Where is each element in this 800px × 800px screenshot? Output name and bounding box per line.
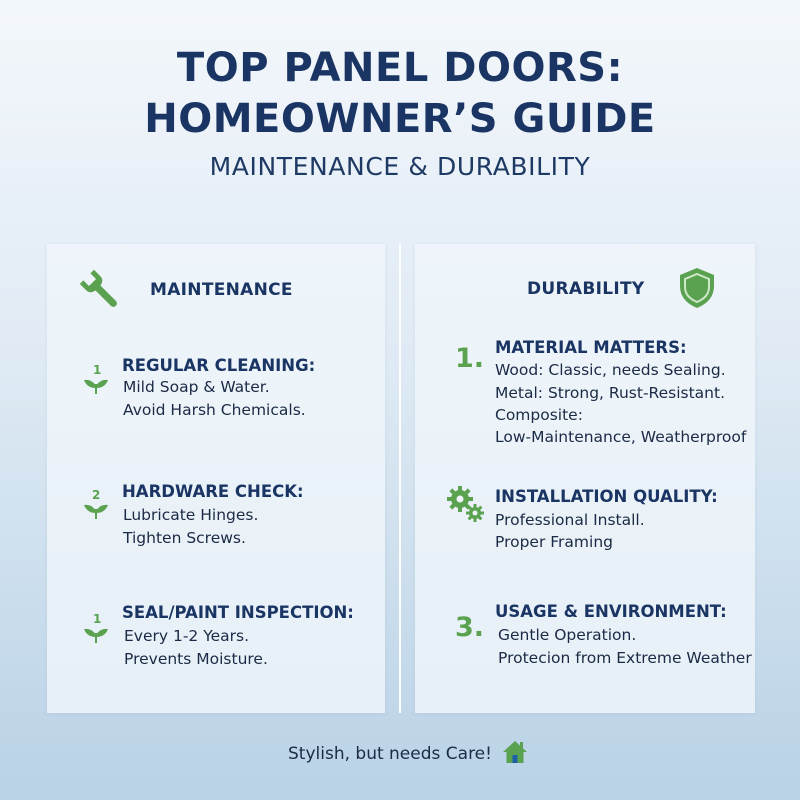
shield-icon	[677, 266, 717, 310]
item-title: INSTALLATION QUALITY:	[495, 487, 718, 506]
wrench-icon	[78, 268, 124, 314]
item-line: Lubricate Hinges.	[123, 506, 259, 524]
item-title: MATERIAL MATTERS:	[495, 338, 687, 357]
maintenance-heading: MAINTENANCE	[150, 280, 293, 300]
sprout-badge: 1	[93, 363, 102, 377]
page-title-line-1: TOP PANEL DOORS:	[176, 45, 624, 91]
column-divider	[399, 244, 401, 713]
gears-icon	[446, 485, 486, 523]
item-number: 3.	[455, 612, 485, 643]
footer-text: Stylish, but needs Care!	[288, 744, 492, 764]
maintenance-card	[47, 244, 385, 713]
item-line: Wood: Classic, needs Sealing.	[495, 361, 726, 379]
item-title: HARDWARE CHECK:	[122, 482, 304, 501]
page-title-line-2: HOMEOWNER’S GUIDE	[144, 96, 656, 142]
item-line: Protecion from Extreme Weather	[498, 649, 752, 667]
sprout-icon	[79, 364, 113, 398]
item-line: Proper Framing	[495, 533, 613, 551]
sprout-badge: 1	[93, 612, 102, 626]
item-line: Prevents Moisture.	[124, 650, 268, 668]
house-icon	[502, 739, 528, 765]
sprout-icon	[79, 489, 113, 523]
item-line: Tighten Screws.	[123, 529, 246, 547]
item-line: Mild Soap & Water.	[123, 378, 270, 396]
sprout-icon	[79, 613, 113, 647]
item-line: Avoid Harsh Chemicals.	[123, 401, 306, 419]
item-line: Metal: Strong, Rust-Resistant.	[495, 384, 726, 402]
item-title: SEAL/PAINT INSPECTION:	[122, 603, 354, 622]
item-line: Low-Maintenance, Weatherproof	[495, 428, 747, 446]
durability-card	[415, 244, 755, 713]
page-subtitle: MAINTENANCE & DURABILITY	[209, 152, 591, 181]
item-line: Composite:	[495, 406, 583, 424]
item-line: Professional Install.	[495, 511, 645, 529]
item-line: Every 1-2 Years.	[124, 627, 250, 645]
item-number: 1.	[455, 343, 485, 374]
item-title: USAGE & ENVIRONMENT:	[495, 602, 727, 621]
item-title: REGULAR CLEANING:	[122, 356, 316, 375]
sprout-badge: 2	[92, 488, 101, 502]
item-line: Gentle Operation.	[498, 626, 637, 644]
durability-heading: DURABILITY	[527, 279, 645, 299]
